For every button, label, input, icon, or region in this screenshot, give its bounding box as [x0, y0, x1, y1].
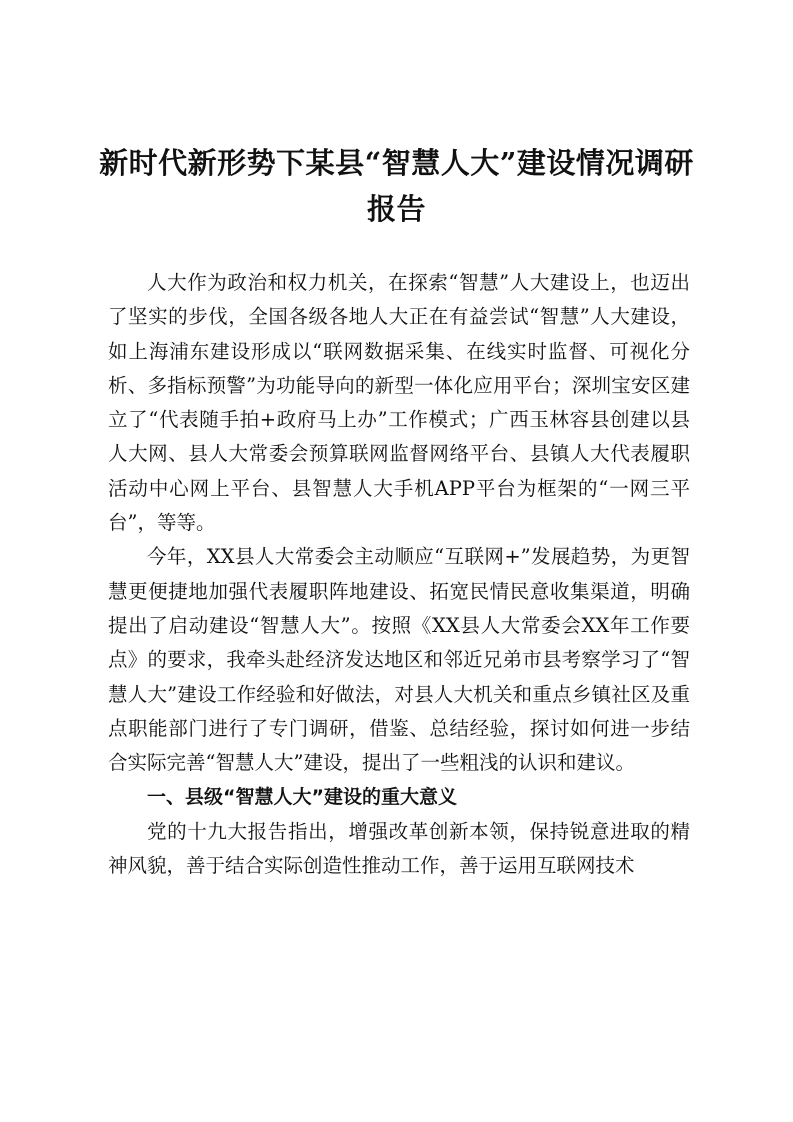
document-body [108, 266, 690, 883]
document-title: 新时代新形势下某县“智慧人大”建设情况调研报告 [99, 146, 694, 226]
body-paragraph: 今年，XX县人大常委会主动顺应“互联网+”发展趋势，为更智慧更便捷地加强代表履职阵地建设、拓宽民情民意收集渠道，明确提出了启动建设“智慧人大”。按照《XX县人大常委会XX年工作要点》的要求，我牵头赴经济发达地区和邻近兄弟市县考察学习了“智慧人大”建设工作经验和好做法，对县人大机关和重点乡镇社区及重点职能部门进行了专门调研，借鉴、总结经验，探讨如何进一步结合实际完善“智慧人大”建设，提出了一些粗浅的认识和建议。 [108, 545, 690, 775]
body-paragraph: 人大作为政治和权力机关，在探索“智慧”人大建设上，也迈出了坚实的步伐，全国各级各地人大正在有益尝试“智慧”人大建设，如上海浦东建设形成以“联网数据采集、在线实时监督、可视化分析、多指标预警”为功能导向的新型一体化应用平台；深圳宝安区建立了“代表随手拍+政府马上办”工作模式；广西玉林容县创建以县人大网、县人大常委会预算联网监督网络平台、县镇人大代表履职活动中心网上平台、县智慧人大手机APP平台为框架的“一网三平台”，等等。 [108, 271, 690, 535]
body-paragraph: 党的十九大报告指出，增强改革创新本领，保持锐意进取的精神风貌，善于结合实际创造性推动工作，善于运用互联网技术 [108, 819, 690, 878]
section-heading: 一、县级“智慧人大”建设的重大意义 [147, 786, 457, 809]
